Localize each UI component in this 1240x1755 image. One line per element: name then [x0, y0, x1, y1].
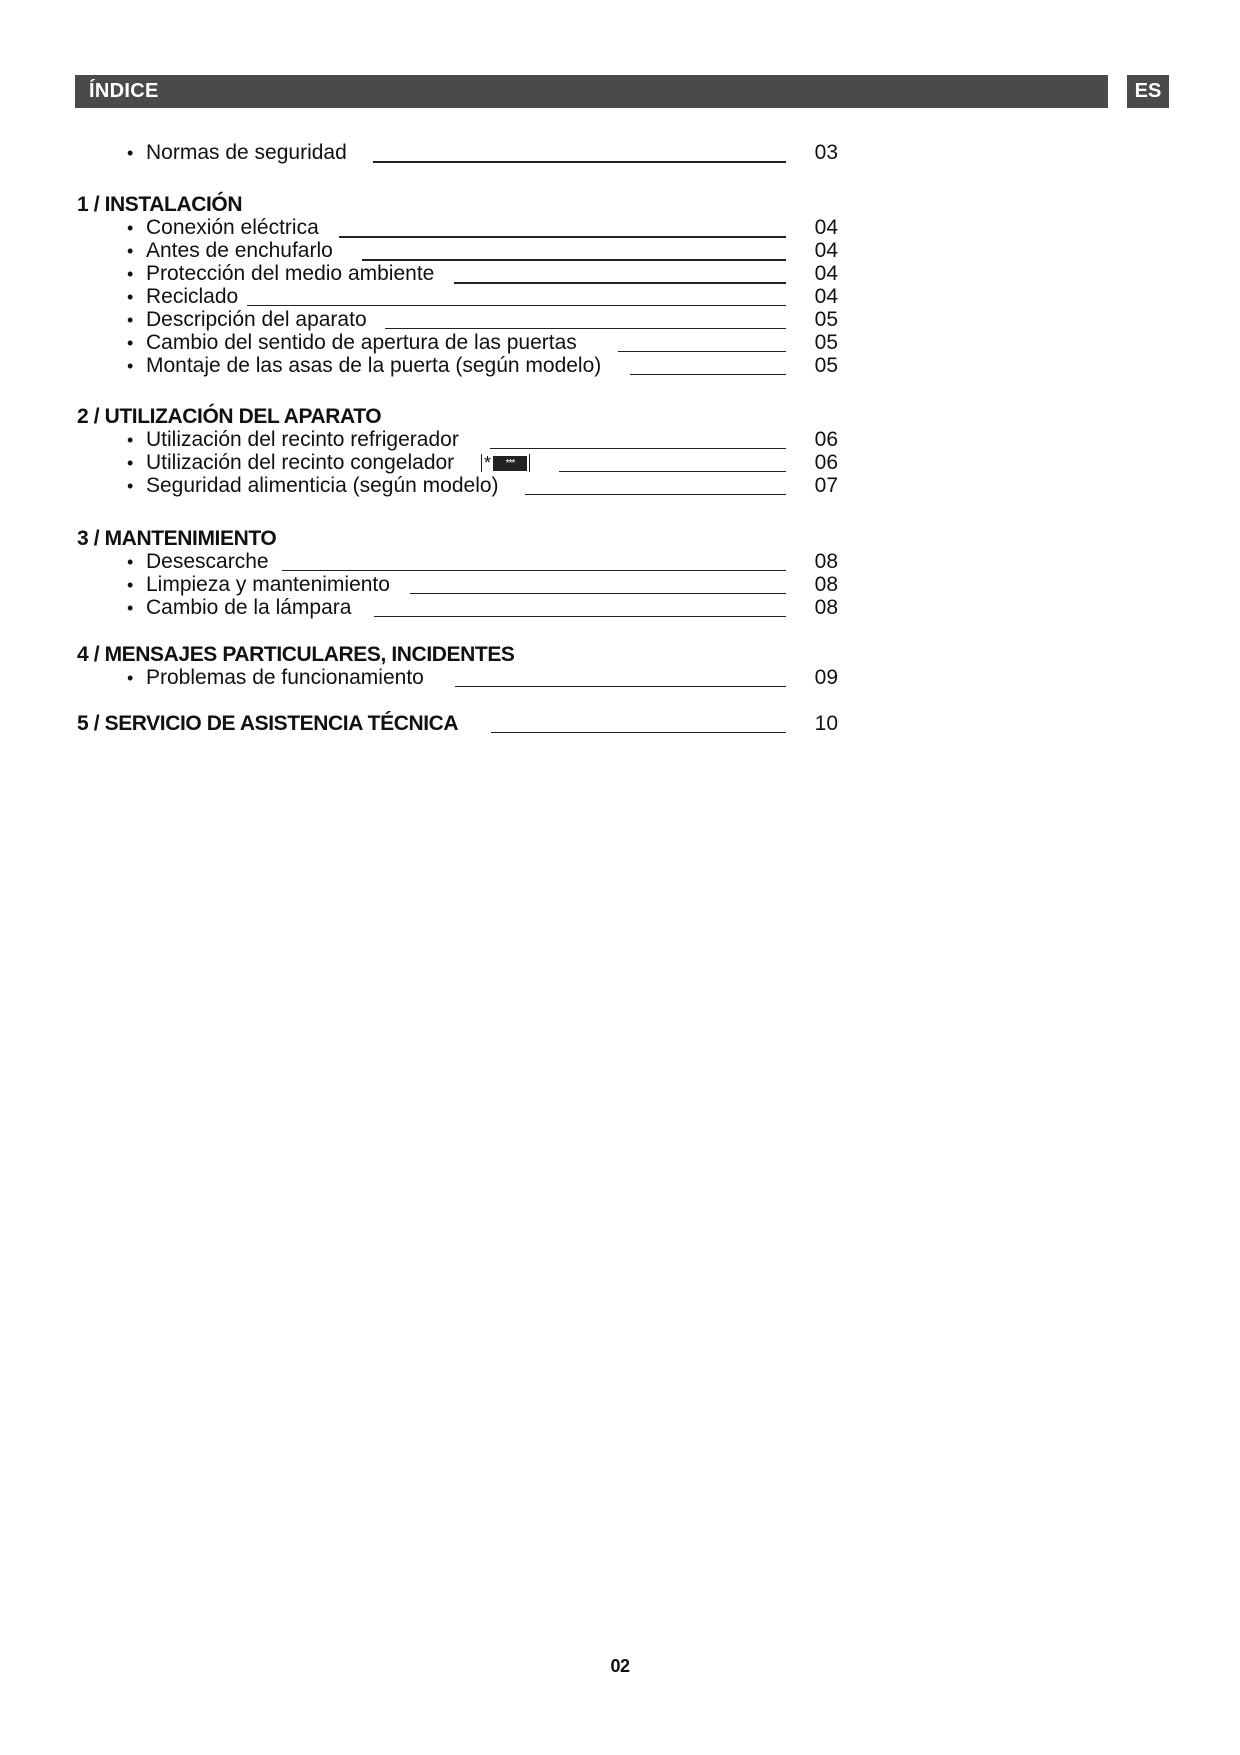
toc-entry-label: Seguridad alimenticia (según modelo) [146, 474, 499, 497]
bullet-icon: • [127, 143, 134, 163]
section-title: 2 / UTILIZACIÓN DEL APARATO [77, 405, 382, 428]
bullet-icon: • [127, 333, 134, 353]
page-number: 02 [610, 1656, 630, 1676]
toc-entry-label: Reciclado [146, 285, 239, 308]
toc-entry-page: 05 [814, 331, 838, 354]
bullet-icon: • [127, 218, 134, 238]
toc-entry-page: 04 [814, 239, 838, 262]
bullet-icon: • [127, 264, 134, 284]
section-title: 5 / SERVICIO DE ASISTENCIA TÉCNICA [77, 712, 459, 735]
leader-line [410, 593, 786, 594]
toc-entry[interactable] [0, 308, 1240, 332]
toc-entry-page: 06 [814, 451, 838, 474]
toc-entry-page: 07 [814, 474, 838, 497]
leader-line [618, 351, 786, 352]
toc-entry-page: 08 [814, 573, 838, 596]
toc-entry-page: 04 [814, 285, 838, 308]
leader-line [630, 374, 786, 375]
leader-line [525, 494, 786, 495]
toc-entry[interactable] [0, 285, 1240, 309]
toc-entry[interactable] [0, 216, 1240, 240]
toc-section-messages-incidents[interactable] [0, 643, 1240, 667]
toc-entry-page: 09 [814, 666, 838, 689]
toc-section-technical-service[interactable] [0, 712, 1240, 736]
toc-entry[interactable] [0, 550, 1240, 574]
toc-entry-label: Conexión eléctrica [146, 216, 319, 239]
toc-entry-page: 03 [814, 141, 838, 164]
toc-entry-page: 05 [814, 308, 838, 331]
leader-line [247, 305, 786, 306]
toc-section-appliance-use[interactable] [0, 405, 1240, 429]
leader-line [559, 471, 786, 472]
toc-entry[interactable] [0, 428, 1240, 452]
toc-entry-page: 04 [814, 216, 838, 239]
toc-entry-label: Descripción del aparato [146, 308, 367, 331]
toc-entry[interactable] [0, 354, 1240, 378]
toc-entry-page: 05 [814, 354, 838, 377]
bullet-icon: • [127, 241, 134, 261]
toc-entry-label: Protección del medio ambiente [146, 262, 435, 285]
leader-line [362, 259, 786, 261]
toc-entry-label: Montaje de las asas de la puerta (según modelo) [146, 354, 602, 377]
bullet-icon: • [127, 575, 134, 595]
toc-entry[interactable] [0, 596, 1240, 620]
bullet-icon: • [127, 668, 134, 688]
section-title: 4 / MENSAJES PARTICULARES, INCIDENTES [77, 643, 515, 666]
leader-line [374, 616, 786, 617]
toc-entry-page: 06 [814, 428, 838, 451]
toc-entry-page: 08 [814, 596, 838, 619]
leader-line [490, 448, 786, 449]
bullet-icon: • [127, 310, 134, 330]
toc-section-page: 10 [814, 712, 838, 735]
index-title: ÍNDICE [89, 80, 159, 102]
toc-entry-label: Desescarche [146, 550, 269, 573]
leader-line [454, 282, 786, 284]
toc-entry-page: 08 [814, 550, 838, 573]
toc-entry-label: Limpieza y mantenimiento [146, 573, 390, 596]
freezer-star-icon: * *** [481, 453, 530, 473]
bullet-icon: • [127, 598, 134, 618]
index-header-bar [75, 75, 1108, 108]
toc-entry-label: Utilización del recinto refrigerador [146, 428, 459, 451]
bullet-icon: • [127, 552, 134, 572]
toc-entry-label: Cambio de la lámpara [146, 596, 352, 619]
leader-line [455, 686, 786, 687]
toc-entry[interactable] [0, 573, 1240, 597]
bullet-icon: • [127, 356, 134, 376]
bullet-icon: • [127, 430, 134, 450]
toc-entry-page: 04 [814, 262, 838, 285]
toc-entry[interactable] [0, 474, 1240, 498]
toc-entry[interactable] [0, 666, 1240, 690]
section-title: 1 / INSTALACIÓN [77, 193, 243, 216]
toc-entry-label: Antes de enchufarlo [146, 239, 333, 262]
toc-entry-label: Normas de seguridad [146, 141, 347, 164]
toc-entry-label: Utilización del recinto congelador [146, 451, 455, 474]
toc-section-maintenance[interactable] [0, 527, 1240, 551]
leader-line [385, 328, 786, 329]
toc-entry-label: Problemas de funcionamiento [146, 666, 424, 689]
toc-entry[interactable] [0, 451, 1240, 475]
leader-line [373, 161, 786, 163]
bullet-icon: • [127, 287, 134, 307]
toc-entry[interactable] [0, 331, 1240, 355]
language-badge [1127, 75, 1169, 108]
toc-entry-safety-rules[interactable] [0, 141, 1240, 165]
toc-entry[interactable] [0, 262, 1240, 286]
toc-section-installation[interactable] [0, 193, 1240, 217]
section-title: 3 / MANTENIMIENTO [77, 527, 277, 550]
leader-line [282, 570, 786, 571]
bullet-icon: • [127, 453, 134, 473]
leader-line [491, 732, 786, 733]
language-code: ES [1134, 80, 1162, 102]
toc-entry-label: Cambio del sentido de apertura de las puertas [146, 331, 577, 354]
bullet-icon: • [127, 476, 134, 496]
leader-line [339, 236, 786, 238]
toc-entry[interactable] [0, 239, 1240, 263]
